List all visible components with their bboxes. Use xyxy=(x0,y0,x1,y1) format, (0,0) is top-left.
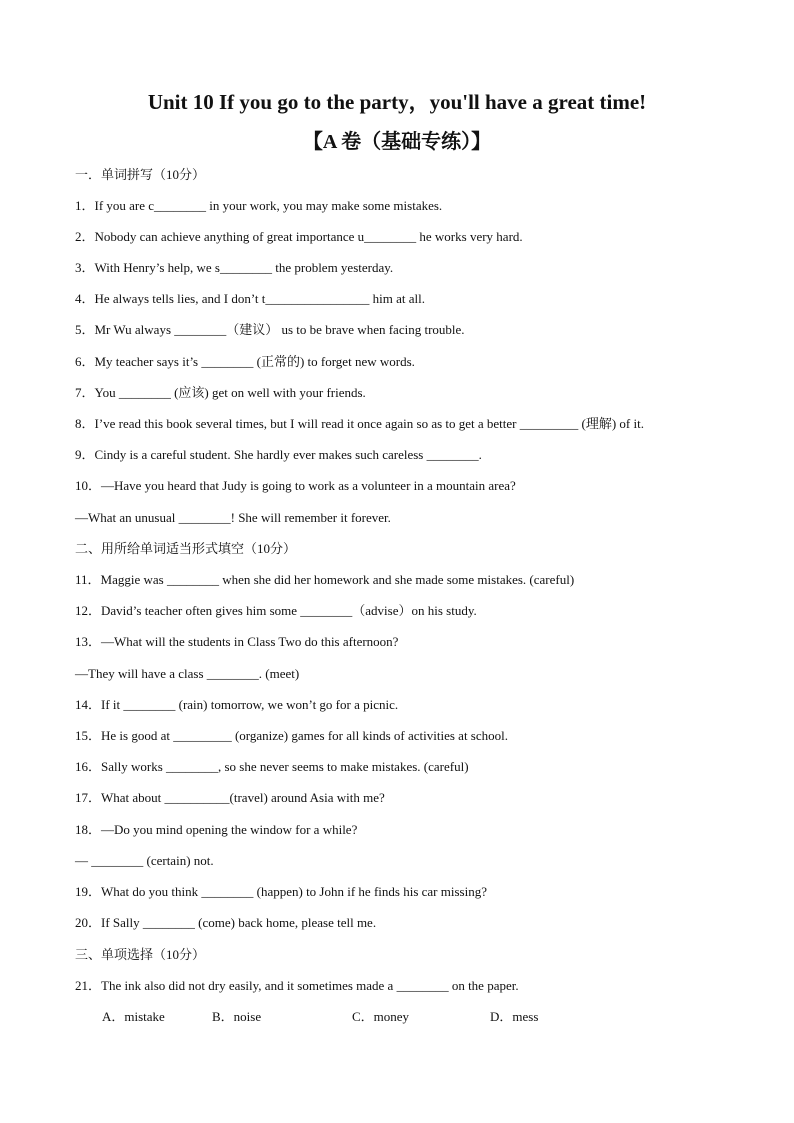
question-line: 3．With Henry’s help, we s________ the problem yesterday. xyxy=(75,260,394,275)
option-d: D．mess xyxy=(490,1009,539,1024)
question-line: 15．He is good at _________ (organize) games for all kinds of activities at school. xyxy=(75,728,508,743)
question-line: 6．My teacher says it’s ________ (正常的) to forget new words. xyxy=(75,354,415,369)
question-line: 14．If it ________ (rain) tomorrow, we won’t go for a picnic. xyxy=(75,697,399,712)
question-line: 10．—Have you heard that Judy is going to work as a volunteer in a mountain area? xyxy=(75,478,516,493)
question-line: 17．What about __________(travel) around Asia with me? xyxy=(75,790,385,805)
question-line: 1．If you are c________ in your work, you may make some mistakes. xyxy=(75,198,443,213)
question-line: 7．You ________ (应该) get on well with your friends. xyxy=(75,385,366,400)
question-line: — ________ (certain) not. xyxy=(75,853,214,868)
question-line: —They will have a class ________. (meet) xyxy=(75,666,300,681)
page-title: Unit 10 If you go to the party，you'll have a great time! xyxy=(147,90,647,114)
question-line: 9．Cindy is a careful student. She hardly ever makes such careless ________. xyxy=(75,447,482,462)
question-line: 5．Mr Wu always ________（建议） us to be brave when facing trouble. xyxy=(75,322,465,337)
section-heading-word-forms: 二、用所给单词适当形式填空（10分） xyxy=(75,541,297,556)
section-heading-multiple-choice: 三、单项选择（10分） xyxy=(75,947,206,962)
page-subtitle: 【A 卷（基础专练）】 xyxy=(302,131,492,153)
question-line: 2．Nobody can achieve anything of great importance u________ he works very hard. xyxy=(75,229,523,244)
question-line: 8．I’ve read this book several times, but I will read it once again so as to get a better _________ (理解) of it. xyxy=(75,416,644,431)
question-line: 11．Maggie was ________ when she did her homework and she made some mistakes. (careful) xyxy=(75,572,575,587)
question-line: —What an unusual ________! She will remember it forever. xyxy=(75,510,391,525)
question-line: 16．Sally works ________, so she never seems to make mistakes. (careful) xyxy=(75,759,469,774)
option-b: B．noise xyxy=(212,1009,262,1024)
question-line: 21．The ink also did not dry easily, and it sometimes made a ________ on the paper. xyxy=(75,978,519,993)
option-a: A．mistake xyxy=(102,1009,165,1024)
question-line: 12．David’s teacher often gives him some ________（advise）on his study. xyxy=(75,603,477,618)
question-line: 20．If Sally ________ (come) back home, please tell me. xyxy=(75,915,377,930)
option-c: C．money xyxy=(352,1009,410,1024)
question-line: 19．What do you think ________ (happen) to John if he finds his car missing? xyxy=(75,884,487,899)
question-line: 18．—Do you mind opening the window for a while? xyxy=(75,822,358,837)
section-heading-spelling: 一．单词拼写（10分） xyxy=(75,167,206,182)
question-line: 13．—What will the students in Class Two do this afternoon? xyxy=(75,634,399,649)
question-line: 4．He always tells lies, and I don’t t________________ him at all. xyxy=(75,291,425,306)
